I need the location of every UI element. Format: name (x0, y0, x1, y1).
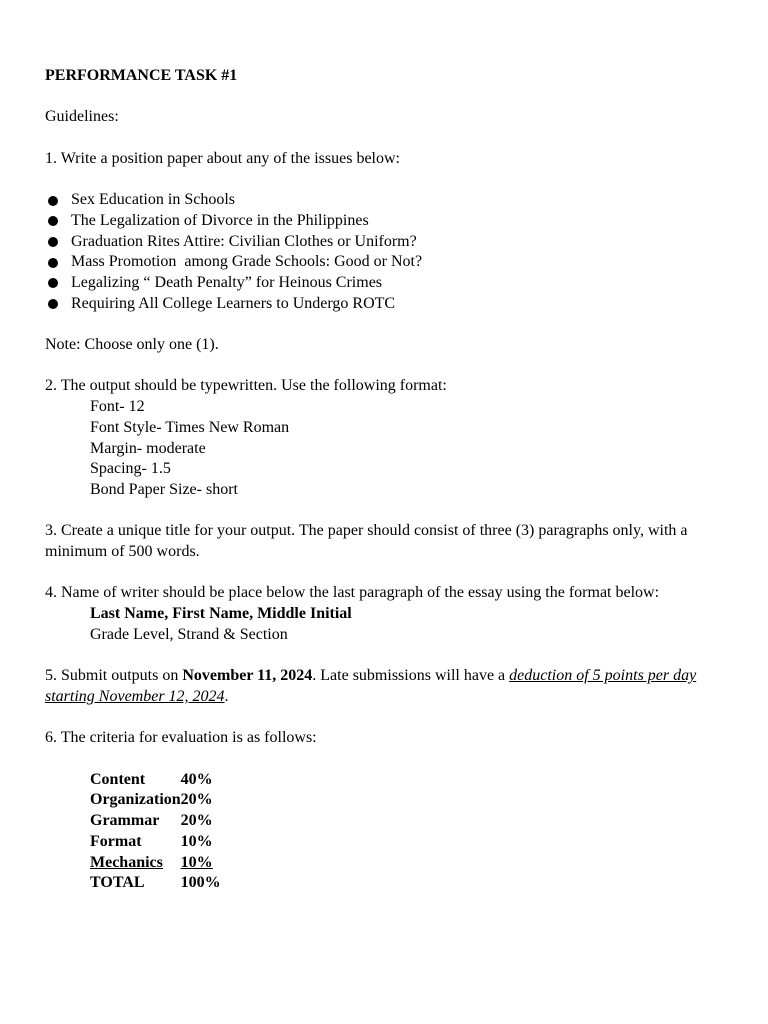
issues-list (45, 190, 735, 314)
guideline-1-text: 1. Write a position paper about any of the issues below: (45, 149, 400, 167)
document-title: PERFORMANCE TASK #1 (45, 67, 238, 84)
criterion-value: 40% (180, 770, 213, 788)
guidelines-label: Guidelines: (45, 108, 119, 126)
guideline-3-text: 3. Create a unique title for your output. The paper should consist of three (3) paragraphs only, with a minimum of 500 words. (45, 522, 688, 561)
total-row (90, 873, 221, 894)
name-format: Last Name, First Name, Middle Initial (90, 605, 352, 623)
list-item: Requiring All College Learners to Undergo ROTC (45, 294, 735, 315)
bullet-icon (48, 258, 58, 268)
format-font-style: Font Style- Times New Roman (90, 418, 290, 436)
format-margin: Margin- moderate (90, 439, 206, 457)
criterion-value: 10% (180, 832, 213, 850)
bullet-icon (48, 237, 58, 247)
document-page (45, 66, 735, 894)
table-row (90, 770, 221, 791)
table-row (90, 832, 221, 853)
deadline-date: November 11, 2024 (182, 667, 313, 685)
bullet-icon (48, 278, 58, 288)
criterion-name: Organization (90, 791, 181, 809)
table-row (90, 853, 221, 874)
list-item: Sex Education in Schools (45, 190, 735, 211)
format-list (45, 397, 735, 501)
list-item: Mass Promotion among Grade Schools: Good or Not? (45, 252, 735, 273)
list-item: Graduation Rites Attire: Civilian Clothes or Uniform? (45, 232, 735, 253)
bullet-icon (48, 196, 58, 206)
guideline-2-text: 2. The output should be typewritten. Use the following format: (45, 377, 447, 395)
guideline-6-text: 6. The criteria for evaluation is as follows: (45, 729, 317, 747)
list-item: The Legalization of Divorce in the Philippines (45, 211, 735, 232)
late-penalty: deduction of 5 points per day starting November 12, 2024 (45, 667, 697, 705)
section-format: Grade Level, Strand & Section (90, 625, 288, 643)
format-spacing: Spacing- 1.5 (90, 460, 171, 478)
criterion-value: 10% (180, 853, 213, 871)
guideline-4-text: 4. Name of writer should be place below the last paragraph of the essay using the format below: (45, 584, 660, 602)
criterion-name: Grammar (90, 812, 160, 830)
total-label: TOTAL (90, 874, 145, 892)
criterion-value: 20% (180, 812, 213, 830)
choose-one-note: Note: Choose only one (1). (45, 336, 219, 354)
table-row (90, 811, 221, 832)
total-value: 100% (180, 874, 221, 892)
bullet-icon (48, 299, 58, 309)
list-item: Legalizing “ Death Penalty” for Heinous Crimes (45, 273, 735, 294)
criterion-name: Format (90, 832, 142, 850)
criterion-name: Mechanics (90, 853, 163, 871)
criterion-name: Content (90, 770, 146, 788)
criterion-value: 20% (180, 791, 213, 809)
table-row (90, 790, 221, 811)
bullet-icon (48, 216, 58, 226)
criteria-table (90, 770, 221, 894)
format-paper-size: Bond Paper Size- short (90, 480, 238, 498)
guideline-5-text: 5. Submit outputs on November 11, 2024. Late submissions will have a deduction of 5 points per day starting November 12, 2024. (45, 667, 697, 705)
format-font-size: Font- 12 (90, 398, 145, 416)
